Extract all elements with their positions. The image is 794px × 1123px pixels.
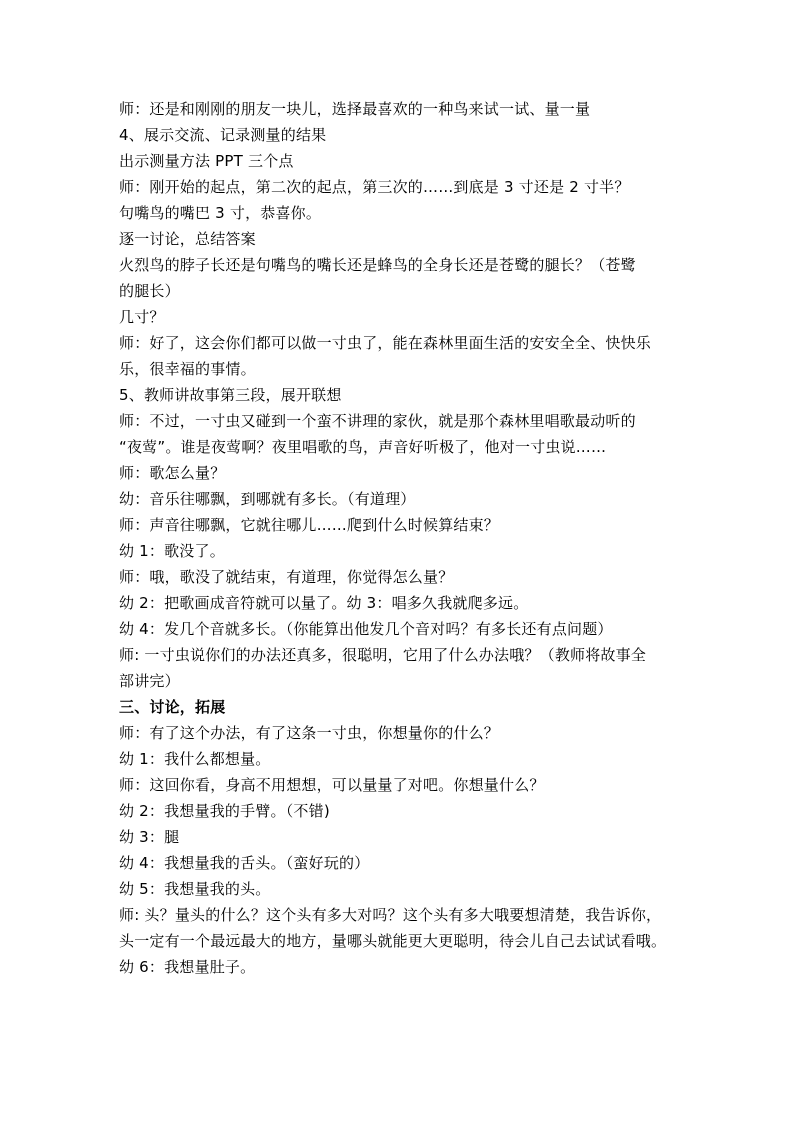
text-line: 幼 4：发几个音就多长。（你能算出他发几个音对吗？有多长还有点问题） xyxy=(119,620,613,638)
text-line: 幼 3：腿 xyxy=(119,828,180,846)
text-line: “夜莺”。谁是夜莺啊？夜里唱歌的鸟，声音好听极了，他对一寸虫说…… xyxy=(119,438,607,456)
text-line: 火烈鸟的脖子长还是句嘴鸟的嘴长还是蜂鸟的全身长还是苍鹭的腿长？（苍鹭 xyxy=(119,256,636,274)
text-line: 师: 头？量头的什么？这个头有多大对吗？这个头有多大哦要想清楚，我告诉你， xyxy=(119,906,662,924)
text-line: 师：声音往哪飘，它就往哪儿……爬到什么时候算结束？ xyxy=(119,516,500,534)
text-line: 幼 4：我想量我的舌头。（蛮好玩的） xyxy=(119,854,370,872)
text-line: 师：这回你看，身高不用想想，可以量量了对吧。你想量什么？ xyxy=(119,776,545,794)
text-line: 师：歌怎么量？ xyxy=(119,464,226,482)
text-line: 部讲完） xyxy=(119,672,180,690)
text-line: 的腿长） xyxy=(119,282,180,300)
text-line: 出示测量方法 PPT 三个点 xyxy=(119,152,294,170)
text-line: 幼：音乐往哪飘，到哪就有多长。（有道理） xyxy=(119,490,416,508)
text-line: 头一定有一个最远最大的地方，量哪头就能更大更聪明，待会儿自己去试试看哦。 xyxy=(119,932,667,950)
section-heading: 5、教师讲故事第三段，展开联想 xyxy=(119,386,342,404)
text-line: 师: 一寸虫说你们的办法还真多，很聪明，它用了什么办法哦？（教师将故事全 xyxy=(119,646,647,664)
text-line: 幼 6：我想量肚子。 xyxy=(119,958,256,976)
text-line: 几寸？ xyxy=(119,308,165,326)
text-line: 幼 2：我想量我的手臂。（不错) xyxy=(119,802,330,820)
text-line: 师：不过，一寸虫又碰到一个蛮不讲理的家伙，就是那个森林里唱歌最动听的 xyxy=(119,412,636,430)
text-line: 师：哦，歌没了就结束，有道理，你觉得怎么量？ xyxy=(119,568,454,586)
section-heading: 4、展示交流、记录测量的结果 xyxy=(119,126,327,144)
document-page xyxy=(119,96,684,980)
section-heading-bold: 三、讨论，拓展 xyxy=(119,698,226,716)
text-line: 师：有了这个办法，有了这条一寸虫，你想量你的什么？ xyxy=(119,724,500,742)
text-line: 师：好了，这会你们都可以做一寸虫了，能在森林里面生活的安安全全、快快乐 xyxy=(119,334,652,352)
text-line: 逐一讨论，总结答案 xyxy=(119,230,256,248)
text-line: 幼 2：把歌画成音符就可以量了。幼 3：唱多久我就爬多远。 xyxy=(119,594,529,612)
text-line: 幼 5：我想量我的头。 xyxy=(119,880,271,898)
text-line: 句嘴鸟的嘴巴 3 寸，恭喜你。 xyxy=(119,204,322,222)
text-line: 幼 1：我什么都想量。 xyxy=(119,750,271,768)
text-line: 师：刚开始的起点，第二次的起点，第三次的……到底是 3 寸还是 2 寸半？ xyxy=(119,178,630,196)
text-line: 乐，很幸福的事情。 xyxy=(119,360,256,378)
text-line: 幼 1：歌没了。 xyxy=(119,542,225,560)
text-line: 师：还是和刚刚的朋友一块儿，选择最喜欢的一种鸟来试一试、量一量 xyxy=(119,100,591,118)
